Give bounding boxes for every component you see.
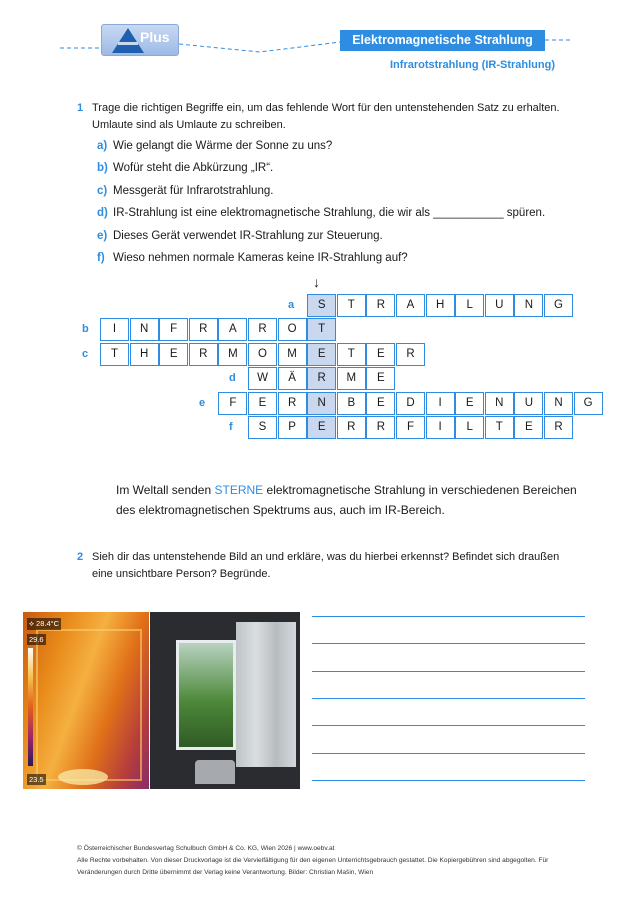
grid-cell[interactable]: I: [426, 416, 455, 439]
question-text: Wieso nehmen normale Kameras keine IR-Strahlung auf?: [113, 252, 408, 264]
grid-cell[interactable]: N: [130, 318, 159, 341]
solution-sentence: [116, 480, 586, 520]
grid-cell[interactable]: I: [100, 318, 129, 341]
task1-number: 1: [77, 102, 84, 114]
grid-cell[interactable]: I: [426, 392, 455, 415]
grid-cell[interactable]: N: [485, 392, 514, 415]
footer-rights: Alle Rechte vorbehalten. Von dieser Druckvorlage ist die Vervielfältigung für den eigenen Unterrichtsgebrauch gestattet. Die Kopiergebühren sind abgegolten. Für: [77, 857, 549, 864]
question-letter: b): [97, 162, 108, 175]
answer-line[interactable]: [312, 780, 585, 781]
task1-prompt: Trage die richtigen Begriffe ein, um das fehlende Wort für den untenstehenden Satz zu erhalten. Umlaute sind als Umlaute zu schreiben.: [92, 102, 560, 131]
question-text: Wie gelangt die Wärme der Sonne zu uns?: [113, 140, 333, 152]
grid-cell[interactable]: T: [337, 343, 366, 366]
answer-line[interactable]: [312, 725, 585, 726]
grid-cell[interactable]: L: [455, 416, 484, 439]
answer-line[interactable]: [312, 616, 585, 617]
grid-cell[interactable]: N: [544, 392, 573, 415]
row-label-b: b: [82, 323, 89, 336]
grid-cell[interactable]: E: [307, 343, 336, 366]
row-label-a: a: [288, 299, 295, 311]
grid-cell[interactable]: E: [366, 392, 395, 415]
grid-cell[interactable]: B: [337, 392, 366, 415]
grid-cell[interactable]: R: [248, 318, 277, 341]
grid-cell[interactable]: R: [337, 416, 366, 439]
topic-title: Elektromagnetische Strahlung: [340, 30, 545, 51]
footer-rights-cont: Veränderungen durch Dritte übernimmt der Verlag keine Verantwortung. Bilder: Christian Mašin, Wien: [77, 869, 374, 876]
ir-max-label: 29.6: [29, 635, 44, 644]
answer-line[interactable]: [312, 753, 585, 754]
thermal-scale: [28, 648, 33, 766]
curtain: [236, 622, 296, 767]
question-letter: d): [97, 207, 108, 220]
grid-cell[interactable]: M: [337, 367, 366, 390]
grid-cell[interactable]: E: [514, 416, 543, 439]
row-label-e: e: [199, 396, 206, 409]
grid-cell[interactable]: Ä: [278, 367, 307, 390]
grid-cell[interactable]: R: [278, 392, 307, 415]
question-3: [97, 185, 273, 197]
ir-temperature-label: ⟡ 28.4°C: [29, 619, 60, 628]
grid-cell[interactable]: T: [307, 318, 336, 341]
question-6: [97, 252, 408, 264]
logo-text: Plus: [140, 29, 170, 45]
question-1: [97, 140, 332, 152]
question-letter: c): [97, 184, 108, 197]
grid-cell[interactable]: E: [366, 343, 395, 366]
question-4: [97, 207, 545, 219]
question-text: IR-Strahlung ist eine elektromagnetische Strahlung, die wir als ___________ spüren.: [113, 207, 546, 220]
grid-cell[interactable]: W: [248, 367, 277, 390]
grid-cell[interactable]: U: [485, 294, 514, 317]
grid-cell[interactable]: R: [307, 367, 336, 390]
grid-cell[interactable]: F: [159, 318, 188, 341]
grid-cell[interactable]: R: [396, 343, 425, 366]
grid-cell[interactable]: R: [544, 416, 573, 439]
solution-pre: Im Weltall senden: [116, 483, 215, 497]
question-2: [97, 162, 273, 174]
footer-copyright: © Österreichischer Bundesverlag Schulbuch GmbH & Co. KG, Wien 2026 | www.oebv.at: [77, 845, 335, 852]
grid-cell[interactable]: E: [307, 416, 336, 439]
question-text: Wofür steht die Abkürzung „IR“.: [113, 162, 274, 175]
grid-cell[interactable]: R: [366, 294, 395, 317]
arrow-down-icon: ↓: [313, 274, 320, 290]
ir-min-label: 23.5: [29, 775, 44, 784]
grid-cell[interactable]: H: [426, 294, 455, 317]
grid-cell[interactable]: R: [189, 318, 218, 341]
window-glass: [176, 640, 236, 750]
grid-cell[interactable]: S: [307, 294, 336, 317]
answer-line[interactable]: [312, 643, 585, 644]
grid-cell[interactable]: D: [396, 392, 425, 415]
grid-cell[interactable]: A: [396, 294, 425, 317]
question-text: Messgerät für Infrarotstrahlung.: [113, 184, 274, 197]
grid-cell[interactable]: R: [189, 343, 218, 366]
grid-cell[interactable]: O: [248, 343, 277, 366]
cooking-pot: [195, 760, 235, 784]
grid-cell[interactable]: G: [574, 392, 603, 415]
grid-cell[interactable]: T: [100, 343, 129, 366]
answer-line[interactable]: [312, 698, 585, 699]
grid-cell[interactable]: F: [218, 392, 247, 415]
solution-post: elektromagnetische Strahlung in verschiedenen Bereichen des elektromagnetischen Spektrums aus, auch im IR-Bereich.: [116, 483, 577, 517]
grid-cell[interactable]: E: [159, 343, 188, 366]
row-label-c: c: [82, 347, 89, 360]
grid-cell[interactable]: P: [278, 416, 307, 439]
task2-number: 2: [77, 551, 84, 563]
grid-cell[interactable]: O: [278, 318, 307, 341]
grid-cell[interactable]: E: [455, 392, 484, 415]
grid-cell[interactable]: G: [544, 294, 573, 317]
row-label-d: d: [229, 372, 236, 385]
grid-cell[interactable]: H: [130, 343, 159, 366]
answer-line[interactable]: [312, 671, 585, 672]
grid-cell[interactable]: A: [218, 318, 247, 341]
grid-cell[interactable]: N: [307, 392, 336, 415]
grid-cell[interactable]: N: [514, 294, 543, 317]
question-letter: f): [97, 252, 105, 264]
question-letter: a): [97, 140, 108, 152]
question-text: Dieses Gerät verwendet IR-Strahlung zur Steuerung.: [113, 229, 383, 242]
grid-cell[interactable]: T: [485, 416, 514, 439]
grid-cell[interactable]: U: [514, 392, 543, 415]
grid-cell[interactable]: S: [248, 416, 277, 439]
grid-cell[interactable]: E: [248, 392, 277, 415]
grid-cell[interactable]: T: [337, 294, 366, 317]
grid-cell[interactable]: M: [218, 343, 247, 366]
grid-cell[interactable]: L: [455, 294, 484, 317]
subtopic-title: Infrarotstrahlung (IR-Strahlung): [390, 59, 555, 71]
grid-cell[interactable]: F: [396, 416, 425, 439]
question-5: [97, 230, 383, 242]
row-label-f: f: [229, 421, 233, 433]
task2-prompt: Sieh dir das untenstehende Bild an und erkläre, was du hierbei erkennst? Befindet sich draußen eine unsichtbare Person? Begründe.: [92, 551, 560, 580]
grid-cell[interactable]: R: [366, 416, 395, 439]
grid-cell[interactable]: E: [366, 367, 395, 390]
question-letter: e): [97, 229, 108, 242]
grid-cell[interactable]: M: [278, 343, 307, 366]
solution-word: STERNE: [214, 483, 264, 497]
